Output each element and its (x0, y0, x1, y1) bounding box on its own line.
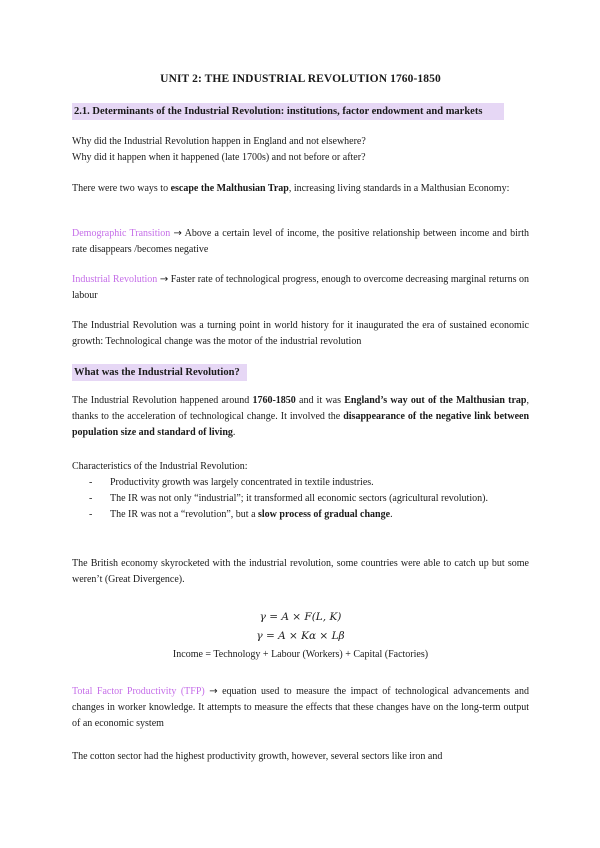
equation-1: γ = A × F(L, K) (259, 611, 342, 623)
happened-paragraph: The Industrial Revolution happened around 1760-1850 and it was England’s way out of the Malthusian trap, thanks to the acceleration of technological change. It involved the disappearance of the negative link between population size and standard of living. (72, 395, 530, 438)
characteristics-list (72, 475, 529, 523)
equation-2: γ = A × Kα × Lβ (256, 630, 345, 642)
list-item: - The IR was not only “industrial”; it transformed all economic sectors (agricultural revolution). (89, 493, 488, 504)
list-item: - Productivity growth was largely concentrated in textile industries. (89, 477, 374, 488)
characteristics-intro: Characteristics of the Industrial Revolution: (72, 461, 248, 472)
escape-paragraph: There were two ways to escape the Malthusian Trap, increasing living standards in a Malthusian Economy: (72, 183, 510, 194)
malthusian-trap-term: escape the Malthusian Trap (170, 183, 289, 194)
section-heading-highlight (72, 364, 247, 381)
tfp-paragraph: Total Factor Productivity (TFP) → equation used to measure the impact of technological advancements and changes in worker knowledge. It attempts to measure the effects that these changes have on the long-term output of an economic system (72, 686, 529, 729)
arrow-icon: → (173, 228, 182, 239)
arrow-icon: → (159, 274, 169, 285)
section-heading-highlight (72, 103, 504, 120)
page-title: UNIT 2: THE INDUSTRIAL REVOLUTION 1760-1850 (160, 73, 441, 85)
demographic-paragraph: Demographic Transition → Above a certain level of income, the positive relationship between income and birth rate disappears /becomes negative (72, 228, 529, 255)
list-item: - The IR was not a “revolution”, but a slow process of gradual change. (89, 509, 393, 520)
demographic-term: Demographic Transition (72, 228, 171, 239)
section-heading-what-was: What was the Industrial Revolution? (74, 367, 240, 378)
arrow-icon: → (209, 686, 218, 697)
tfp-term: Total Factor Productivity (TFP) (72, 686, 205, 697)
turning-point-paragraph: The Industrial Revolution was a turning point in world history for it inaugurated the era of sustained economic growth: Technological change was the motor of the industrial revolution (72, 320, 529, 347)
industrial-term: Industrial Revolution (72, 274, 158, 285)
question-1: Why did the Industrial Revolution happen in England and not elsewhere? (72, 136, 366, 147)
income-equation: Income = Technology + Labour (Workers) + Capital (Factories) (172, 649, 429, 660)
cotton-paragraph: The cotton sector had the highest productivity growth, however, several sectors like iron and (72, 751, 443, 762)
question-2: Why did it happen when it happened (late 1700s) and not before or after? (72, 152, 366, 163)
section-heading-determinants: 2.1. Determinants of the Industrial Revolution: institutions, factor endowment and markets (74, 106, 483, 117)
industrial-paragraph: Industrial Revolution → Faster rate of technological progress, enough to overcome decreasing marginal returns on labour (72, 274, 530, 301)
british-paragraph: The British economy skyrocketed with the industrial revolution, some countries were able to catch up but some weren’t (Great Divergence). (72, 558, 529, 585)
